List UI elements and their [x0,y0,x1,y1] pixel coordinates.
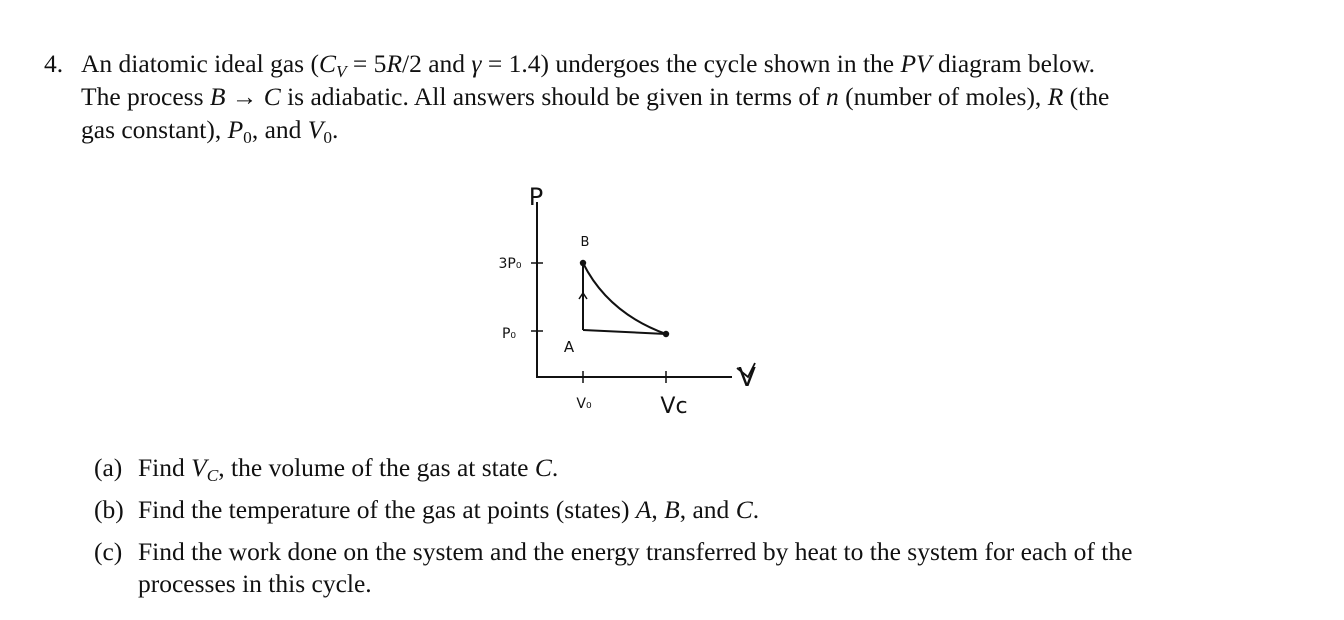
math-b: B [209,82,226,111]
text-run: (number of moles), [838,82,1048,111]
math-n: n [826,82,839,111]
math-c: C [263,82,281,111]
pv-diagram-svg [490,175,770,420]
text-run: = 5 [346,49,387,78]
text-run: . [551,453,559,482]
part-b-text [138,494,1294,526]
part-c-line-2: processes in this cycle. [138,569,372,598]
math-a: A [635,495,652,524]
text-run: . [752,495,760,524]
text-run: diagram below. [931,49,1095,78]
math-p0: P [227,115,244,144]
process-b-c-adiabat [583,263,666,334]
part-c [94,536,1294,600]
math-cv: C [318,49,336,78]
text-run: gas constant), [81,115,228,144]
problem-number: 4. [44,49,64,78]
text-run: The process [81,82,210,111]
pv-diagram [490,175,770,420]
math-p0-subscript: 0 [243,127,252,147]
problem-line-1 [81,47,1284,80]
math-pv: PV [900,49,932,78]
part-c-line-1: Find the work done on the system and the energy transferred by heat to the system for each of the [138,537,1133,566]
part-b-label: (b) [94,495,124,524]
text-run: . [332,115,339,144]
math-v0-subscript: 0 [323,127,333,147]
math-v0: V [307,115,324,144]
part-a-label: (a) [94,453,123,482]
text-run: , and [679,495,736,524]
text-run: An diatomic ideal gas ( [81,49,319,78]
math-v-subscript: C [206,465,219,485]
sub-questions [94,452,1294,610]
math-c: C [534,453,552,482]
text-run: Find the temperature of the gas at points (states) [138,495,636,524]
math-v: V [191,453,207,482]
math-r: R [386,49,403,78]
point-b-dot [580,260,586,266]
math-arrow: → [225,82,264,111]
point-c-dot [663,331,669,337]
label-p0: P₀ [501,326,517,342]
text-run: , and [251,115,308,144]
label-v0: V₀ [576,396,592,412]
text-run: , the volume of the gas at state [218,453,535,482]
math-r: R [1047,82,1064,111]
problem-line-3 [81,113,1284,146]
part-c-label: (c) [94,537,123,566]
label-3p0: 3P₀ [498,256,522,272]
text-run: (the [1063,82,1110,111]
process-c-a [583,330,666,334]
p-axis-label: P [528,183,544,211]
label-point-a: A [563,338,575,356]
part-a-text [138,452,1294,484]
math-c: C [735,495,753,524]
part-b [94,494,1294,526]
v-axis-label: V [738,363,756,393]
part-c-text [138,536,1294,600]
text-run: is adiabatic. All answers should be given in terms of [280,82,827,111]
text-run: , [651,495,665,524]
math-cv-subscript: V [335,61,347,81]
text-run: Find [138,453,192,482]
text-run: /2 and [402,49,472,78]
math-b: B [664,495,680,524]
label-vc: Vc [660,394,688,419]
math-gamma: γ [471,49,482,78]
problem-line-2 [81,80,1284,113]
label-point-b: B [580,235,590,250]
problem-body [81,47,1284,146]
text-run: = 1.4) undergoes the cycle shown in the [481,49,901,78]
part-a [94,452,1294,484]
problem-statement [44,47,1284,146]
